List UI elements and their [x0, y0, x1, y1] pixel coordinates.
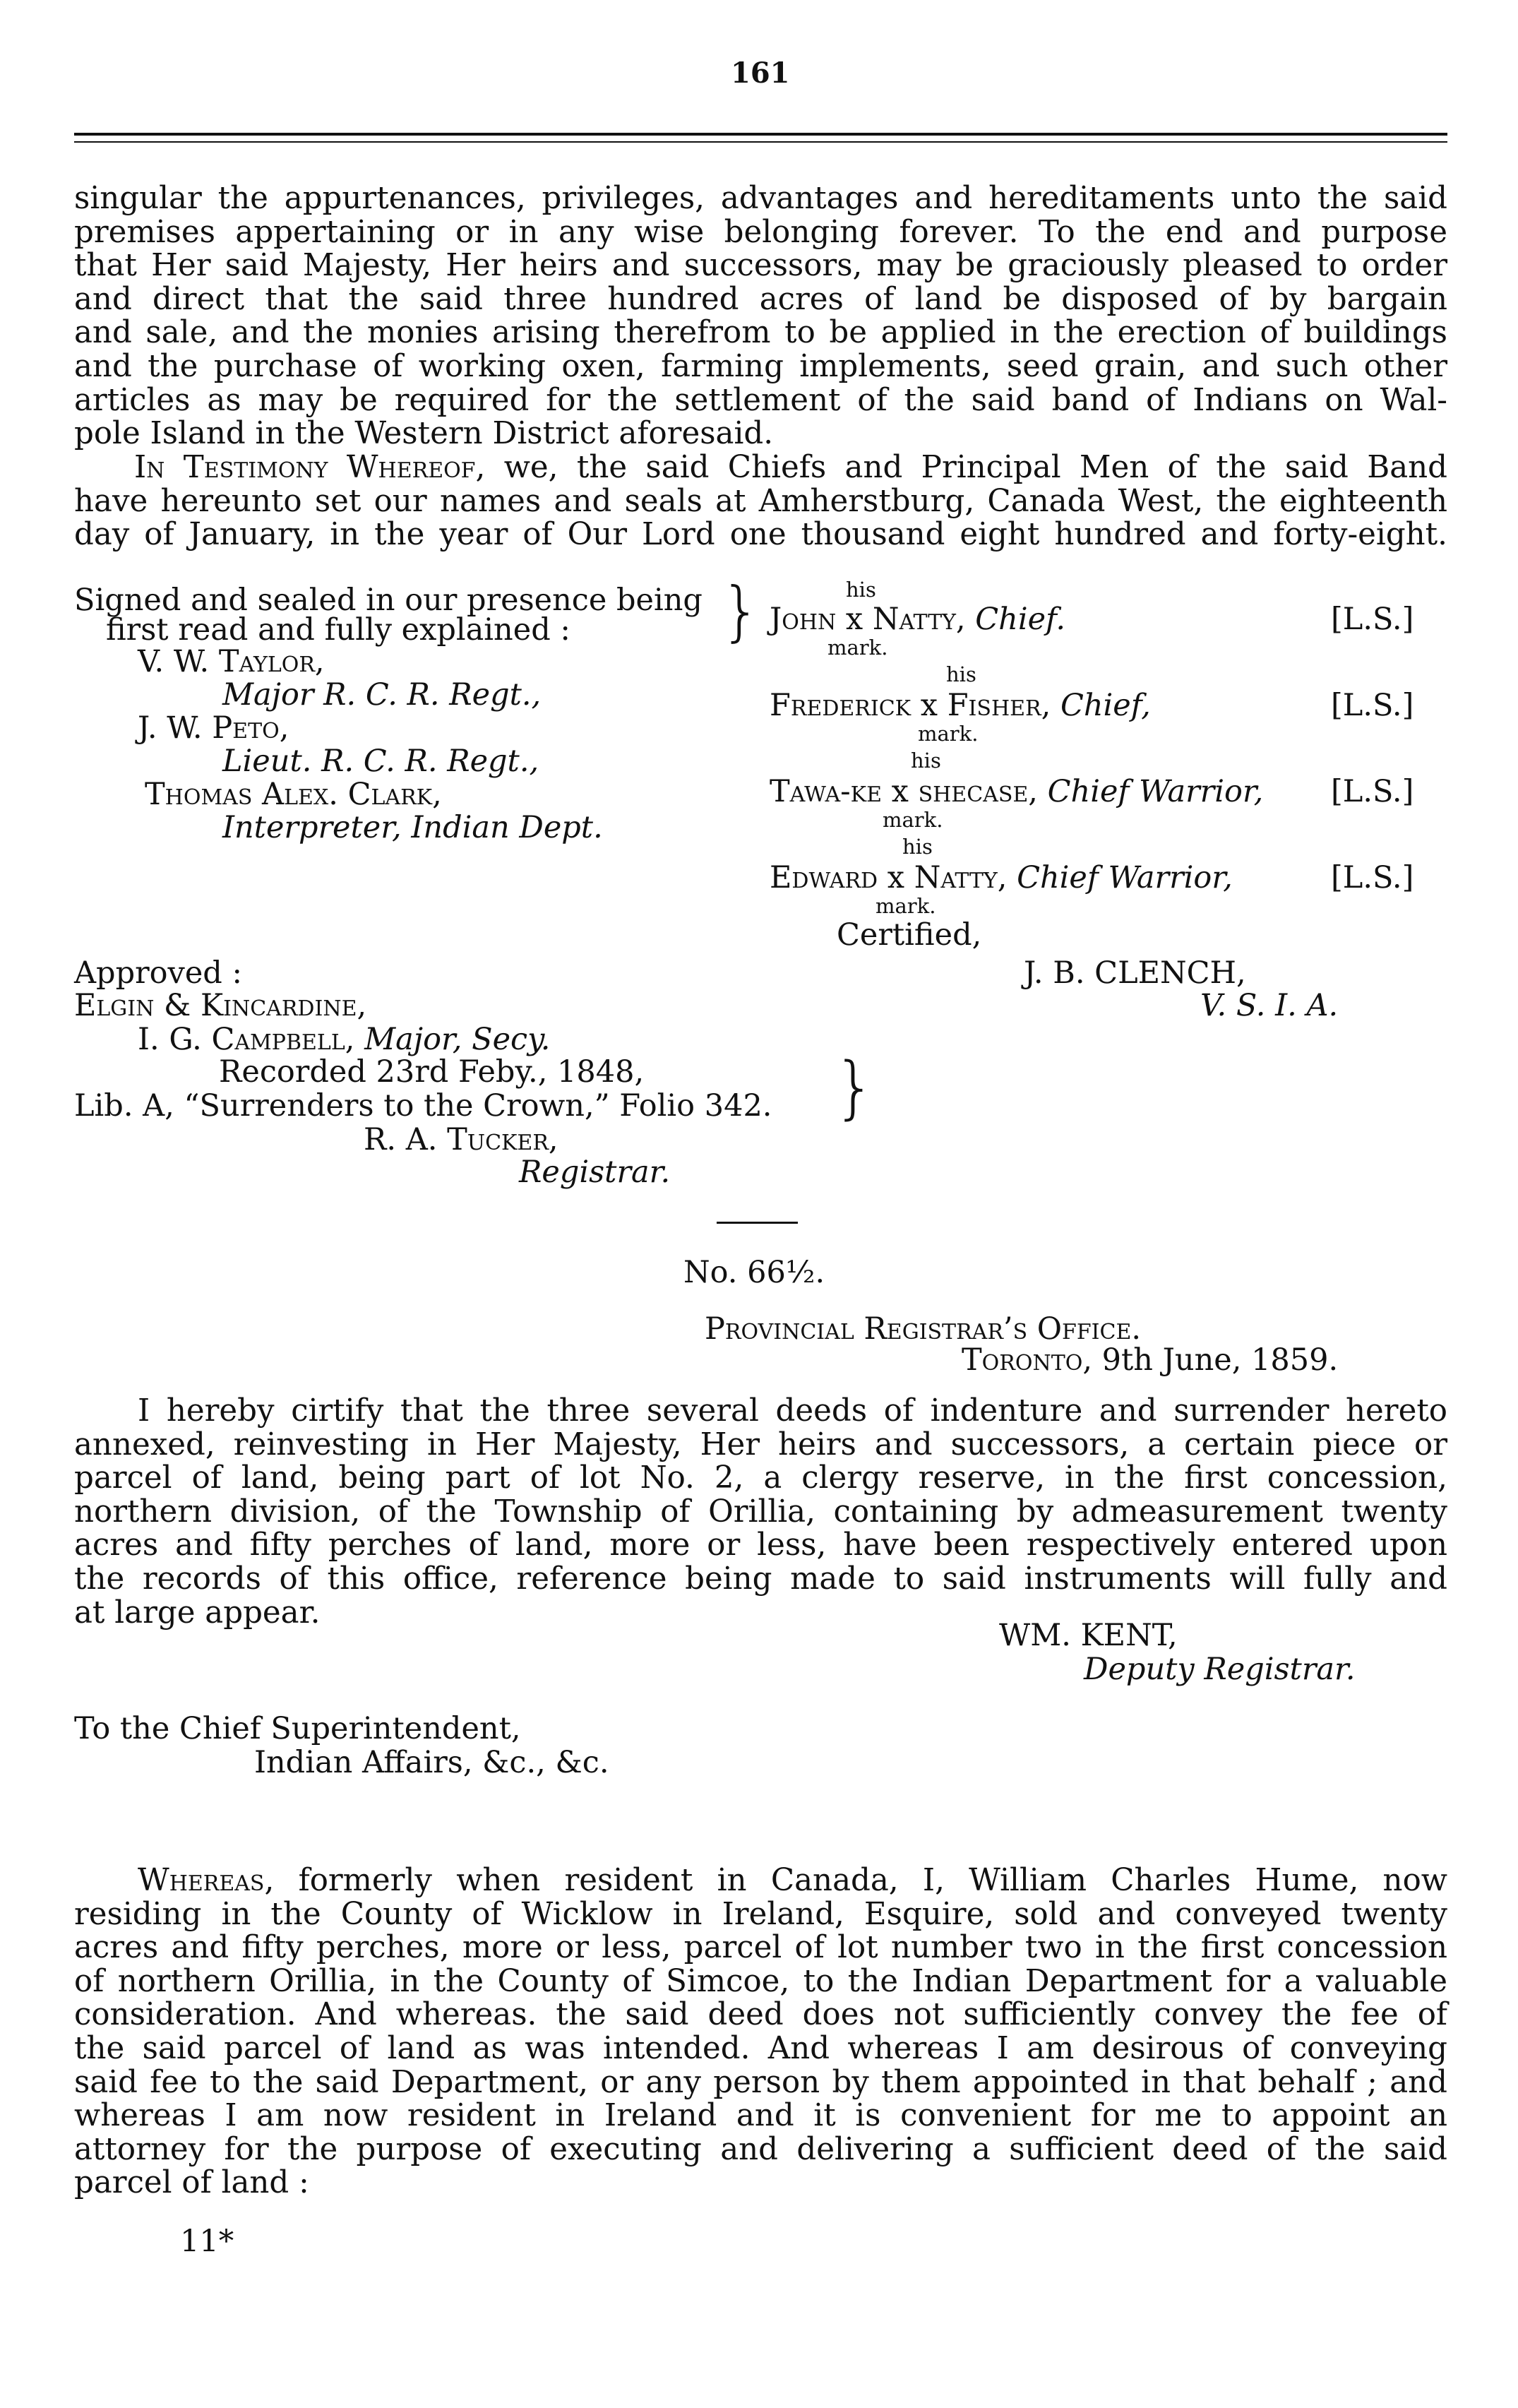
paragraph-certificate	[74, 1395, 1447, 1630]
signatory-role: Chief Warrior,	[1047, 774, 1264, 809]
signatory-mark-x: x	[887, 860, 905, 895]
witness-intro-line-2: first read and fully explained :	[106, 612, 570, 648]
signatory-last-name: Fisher,	[947, 688, 1051, 723]
text-line	[74, 451, 1447, 485]
mark-label: mark.	[827, 636, 888, 660]
text-line: annexed, reinvesting in Her Majesty, Her heirs and successors, a certain piece or	[74, 1426, 1447, 1462]
signatory-first-name: Edward	[770, 860, 878, 895]
witness-brace: }	[720, 573, 762, 649]
witness-title: Interpreter, Indian Dept.	[222, 810, 603, 845]
text-line: parcel of land :	[74, 2165, 309, 2201]
text-line: and direct that the said three hundred acres of land be disposed of by bargain	[74, 281, 1447, 317]
text-line: pole Island in the Western District aforesaid.	[74, 416, 774, 452]
seal-label: [L.S.]	[1331, 688, 1414, 723]
text-line: acres and fifty perches, more or less, parcel of lot number two in the first concession	[74, 1930, 1447, 1966]
witness-title: Major R. C. R. Regt.,	[222, 677, 542, 713]
his-label: his	[911, 749, 941, 773]
section-divider	[717, 1222, 798, 1224]
secretary-line	[138, 1023, 550, 1056]
text-line: whereas I am now resident in Ireland and it is convenient for me to appoint an	[74, 2098, 1447, 2134]
witness-name: V. W. Taylor,	[138, 644, 325, 679]
witness-intro-line-1: Signed and sealed in our presence being	[74, 583, 703, 618]
address-line-1: To the Chief Superintendent,	[74, 1711, 521, 1746]
text-line: and sale, and the monies arising therefrom to be applied in the erection of buildings	[74, 315, 1447, 351]
signatory-first-name: Frederick	[770, 688, 912, 723]
whereas-line-1: formerly when resident in Canada, I, William Charles Hume, now	[298, 1863, 1447, 1898]
office-place: Toronto,	[962, 1342, 1092, 1378]
witness-name: J. W. Peto,	[138, 710, 289, 746]
registrar-name: R. A. Tucker,	[364, 1122, 558, 1157]
certifier-name: J. B. CLENCH,	[1024, 955, 1246, 991]
secretary-title: Major, Secy.	[364, 1022, 551, 1057]
text-line: articles as may be required for the settlement of the said band of Indians on Wal-	[74, 382, 1447, 418]
signatory-role: Chief.	[975, 602, 1066, 637]
paragraph-appurtenances	[74, 182, 1447, 451]
text-line: acres and fifty perches of land, more or less, have been respectively entered upon	[74, 1527, 1447, 1563]
his-label: his	[946, 662, 976, 686]
his-label: his	[846, 578, 876, 602]
text-line: northern division, of the Township of Orillia, containing by admeasurement twenty	[74, 1494, 1447, 1530]
registrar-title: Registrar.	[519, 1155, 671, 1190]
recorded-line: Recorded 23rd Feby., 1848,	[219, 1054, 645, 1090]
testimony-line-1: we, the said Chiefs and Principal Men of the said Band	[503, 450, 1448, 485]
certified-label: Certified,	[837, 917, 982, 953]
signatory-last-name: Natty,	[914, 860, 1008, 895]
paragraph-testimony	[74, 451, 1447, 552]
text-line: of northern Orillia, in the County of Simcoe, to the Indian Department for a valuable	[74, 1963, 1447, 1999]
text-line: the records of this office, reference being made to said instruments will fully and	[74, 1561, 1447, 1597]
certificate-signer-title: Deputy Registrar.	[1084, 1652, 1356, 1687]
approver-line: Elgin & Kincardine,	[74, 988, 367, 1023]
seal-label: [L.S.]	[1331, 774, 1414, 809]
page-number: 161	[731, 56, 790, 90]
signatory-line	[770, 689, 1151, 722]
text-line: singular the appurtenances, privileges, advantages and hereditaments unto the said	[74, 181, 1447, 216]
text-line: that Her said Majesty, Her heirs and successors, may be graciously pleased to order	[74, 248, 1447, 284]
text-line: premises appertaining or in any wise belonging forever. To the end and purpose	[74, 214, 1447, 250]
certifier-title: V. S. I. A.	[1200, 988, 1339, 1023]
mark-label: mark.	[918, 722, 979, 746]
certificate-number: No. 66½.	[683, 1255, 825, 1290]
signatory-last-name: Natty,	[872, 602, 966, 637]
testimony-lead: In Testimony Whereof,	[134, 450, 486, 485]
signatory-first-name: Tawa-ke	[770, 774, 882, 809]
signatory-role: Chief,	[1060, 688, 1151, 723]
signatory-first-name: John	[770, 602, 837, 637]
office-date: 9th June, 1859.	[1101, 1342, 1339, 1378]
text-line: parcel of land, being part of lot No. 2, a clergy reserve, in the first concession,	[74, 1460, 1447, 1496]
secretary-name: I. G. Campbell,	[138, 1022, 355, 1057]
whereas-lead: Whereas,	[138, 1863, 275, 1898]
signatory-role: Chief Warrior,	[1017, 860, 1233, 895]
certificate-signer: WM. KENT,	[999, 1618, 1178, 1653]
text-line	[74, 1864, 1447, 1898]
header-rule-bottom	[74, 141, 1447, 143]
text-line: said fee to the said Department, or any person by them appointed in that behalf ; and	[74, 2064, 1447, 2100]
signatory-mark-x: x	[891, 774, 909, 809]
seal-label: [L.S.]	[1331, 860, 1414, 895]
his-label: his	[902, 835, 933, 859]
signatory-line	[770, 775, 1263, 809]
signatory-mark-x: x	[920, 688, 938, 723]
text-line: the said parcel of land as was intended. And whereas I am desirous of conveying	[74, 2030, 1447, 2066]
library-line: Lib. A, “Surrenders to the Crown,” Folio 342.	[74, 1088, 772, 1123]
address-line-2: Indian Affairs, &c., &c.	[254, 1745, 609, 1780]
witness-name: Thomas Alex. Clark,	[145, 777, 442, 812]
signatory-line	[770, 861, 1233, 895]
text-line: have hereunto set our names and seals at Amherstburg, Canada West, the eighteenth	[74, 483, 1447, 519]
paragraph-whereas	[74, 1864, 1447, 2200]
header-rule-top	[74, 133, 1447, 136]
office-date-line	[962, 1343, 1338, 1377]
office-name: Provincial Registrar’s Office.	[705, 1311, 1142, 1347]
witness-title: Lieut. R. C. R. Regt.,	[222, 744, 539, 779]
mark-label: mark.	[875, 894, 936, 918]
text-line: and the purchase of working oxen, farming implements, seed grain, and such other	[74, 348, 1447, 384]
recorded-brace: }	[833, 1048, 877, 1127]
signatory-line	[770, 602, 1065, 636]
signature-mark: 11*	[180, 2224, 234, 2259]
text-line: I hereby cirtify that the three several deeds of indenture and surrender hereto	[138, 1393, 1447, 1429]
text-line: residing in the County of Wicklow in Ireland, Esquire, sold and conveyed twenty	[74, 1896, 1447, 1932]
text-line: at large appear.	[74, 1595, 321, 1631]
seal-label: [L.S.]	[1331, 602, 1414, 637]
text-line: consideration. And whereas. the said deed does not sufficiently convey the fee of	[74, 1997, 1447, 2033]
signatory-last-name: shecase,	[918, 774, 1038, 809]
signatory-mark-x: x	[845, 602, 863, 637]
approved-label: Approved :	[74, 955, 242, 991]
mark-label: mark.	[883, 808, 943, 832]
text-line: day of January, in the year of Our Lord one thousand eight hundred and forty-eight.	[74, 517, 1447, 553]
text-line: attorney for the purpose of executing and delivering a sufficient deed of the said	[74, 2131, 1447, 2167]
